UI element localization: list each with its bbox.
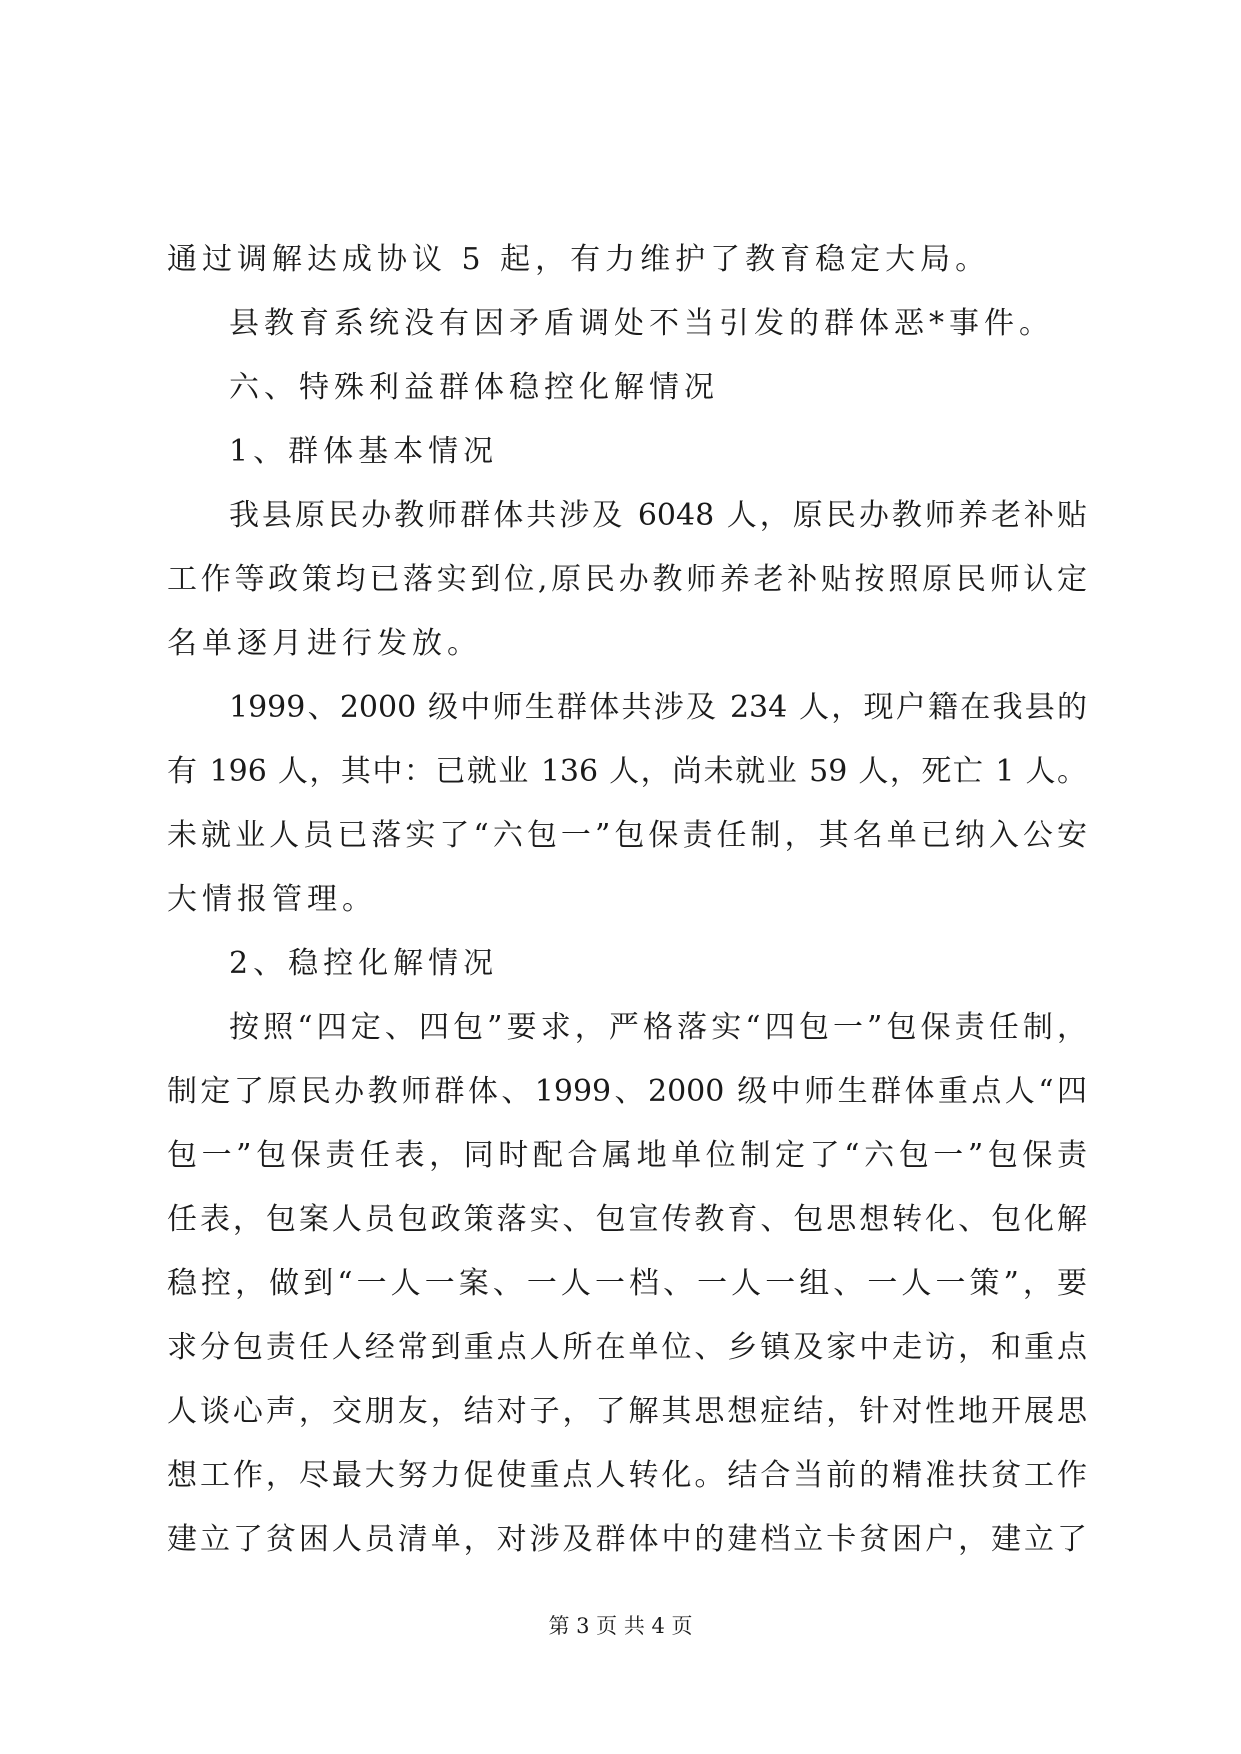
paragraph-line: 稳控，做到“一人一案、一人一档、一人一组、一人一策”，要 (167, 1266, 1087, 1301)
paragraph-line: 按照“四定、四包”要求，严格落实“四包一”包保责任制， (229, 1010, 1087, 1045)
paragraph-line: 我县原民办教师群体共涉及 6048 人，原民办教师养老补贴 (229, 498, 1087, 533)
paragraph-line: 任表，包案人员包政策落实、包宣传教育、包思想转化、包化解 (167, 1202, 1087, 1237)
subsection-heading: 2、稳控化解情况 (229, 946, 499, 981)
subsection-heading: 1、群体基本情况 (229, 434, 499, 469)
paragraph-line: 制定了原民办教师群体、1999、2000 级中师生群体重点人“四 (167, 1074, 1087, 1109)
paragraph-line: 人谈心声，交朋友，结对子，了解其思想症结，针对性地开展思 (167, 1394, 1087, 1429)
paragraph-line: 有 196 人，其中：已就业 136 人，尚未就业 59 人，死亡 1 人。 (167, 754, 1087, 789)
paragraph-line: 包一”包保责任表，同时配合属地单位制定了“六包一”包保责 (167, 1138, 1087, 1173)
paragraph-line: 想工作，尽最大努力促使重点人转化。结合当前的精准扶贫工作 (167, 1458, 1087, 1493)
paragraph-line: 1999、2000 级中师生群体共涉及 234 人，现户籍在我县的 (229, 690, 1087, 725)
paragraph-line: 建立了贫困人员清单，对涉及群体中的建档立卡贫困户，建立了 (167, 1522, 1087, 1557)
paragraph-line: 求分包责任人经常到重点人所在单位、乡镇及家中走访，和重点 (167, 1330, 1087, 1365)
paragraph-line: 大情报管理。 (167, 882, 377, 917)
paragraph-line: 县教育系统没有因矛盾调处不当引发的群体恶*事件。 (229, 306, 1054, 341)
paragraph-line: 工作等政策均已落实到位,原民办教师养老补贴按照原民师认定 (167, 562, 1087, 597)
paragraph-line: 未就业人员已落实了“六包一”包保责任制，其名单已纳入公安 (167, 818, 1087, 853)
section-heading: 六、特殊利益群体稳控化解情况 (229, 370, 719, 405)
page-number-footer: 第 3 页 共 4 页 (548, 1614, 693, 1638)
document-body (167, 228, 1087, 1572)
paragraph-line: 名单逐月进行发放。 (167, 626, 482, 661)
paragraph-line: 通过调解达成协议 5 起，有力维护了教育稳定大局。 (167, 242, 991, 277)
